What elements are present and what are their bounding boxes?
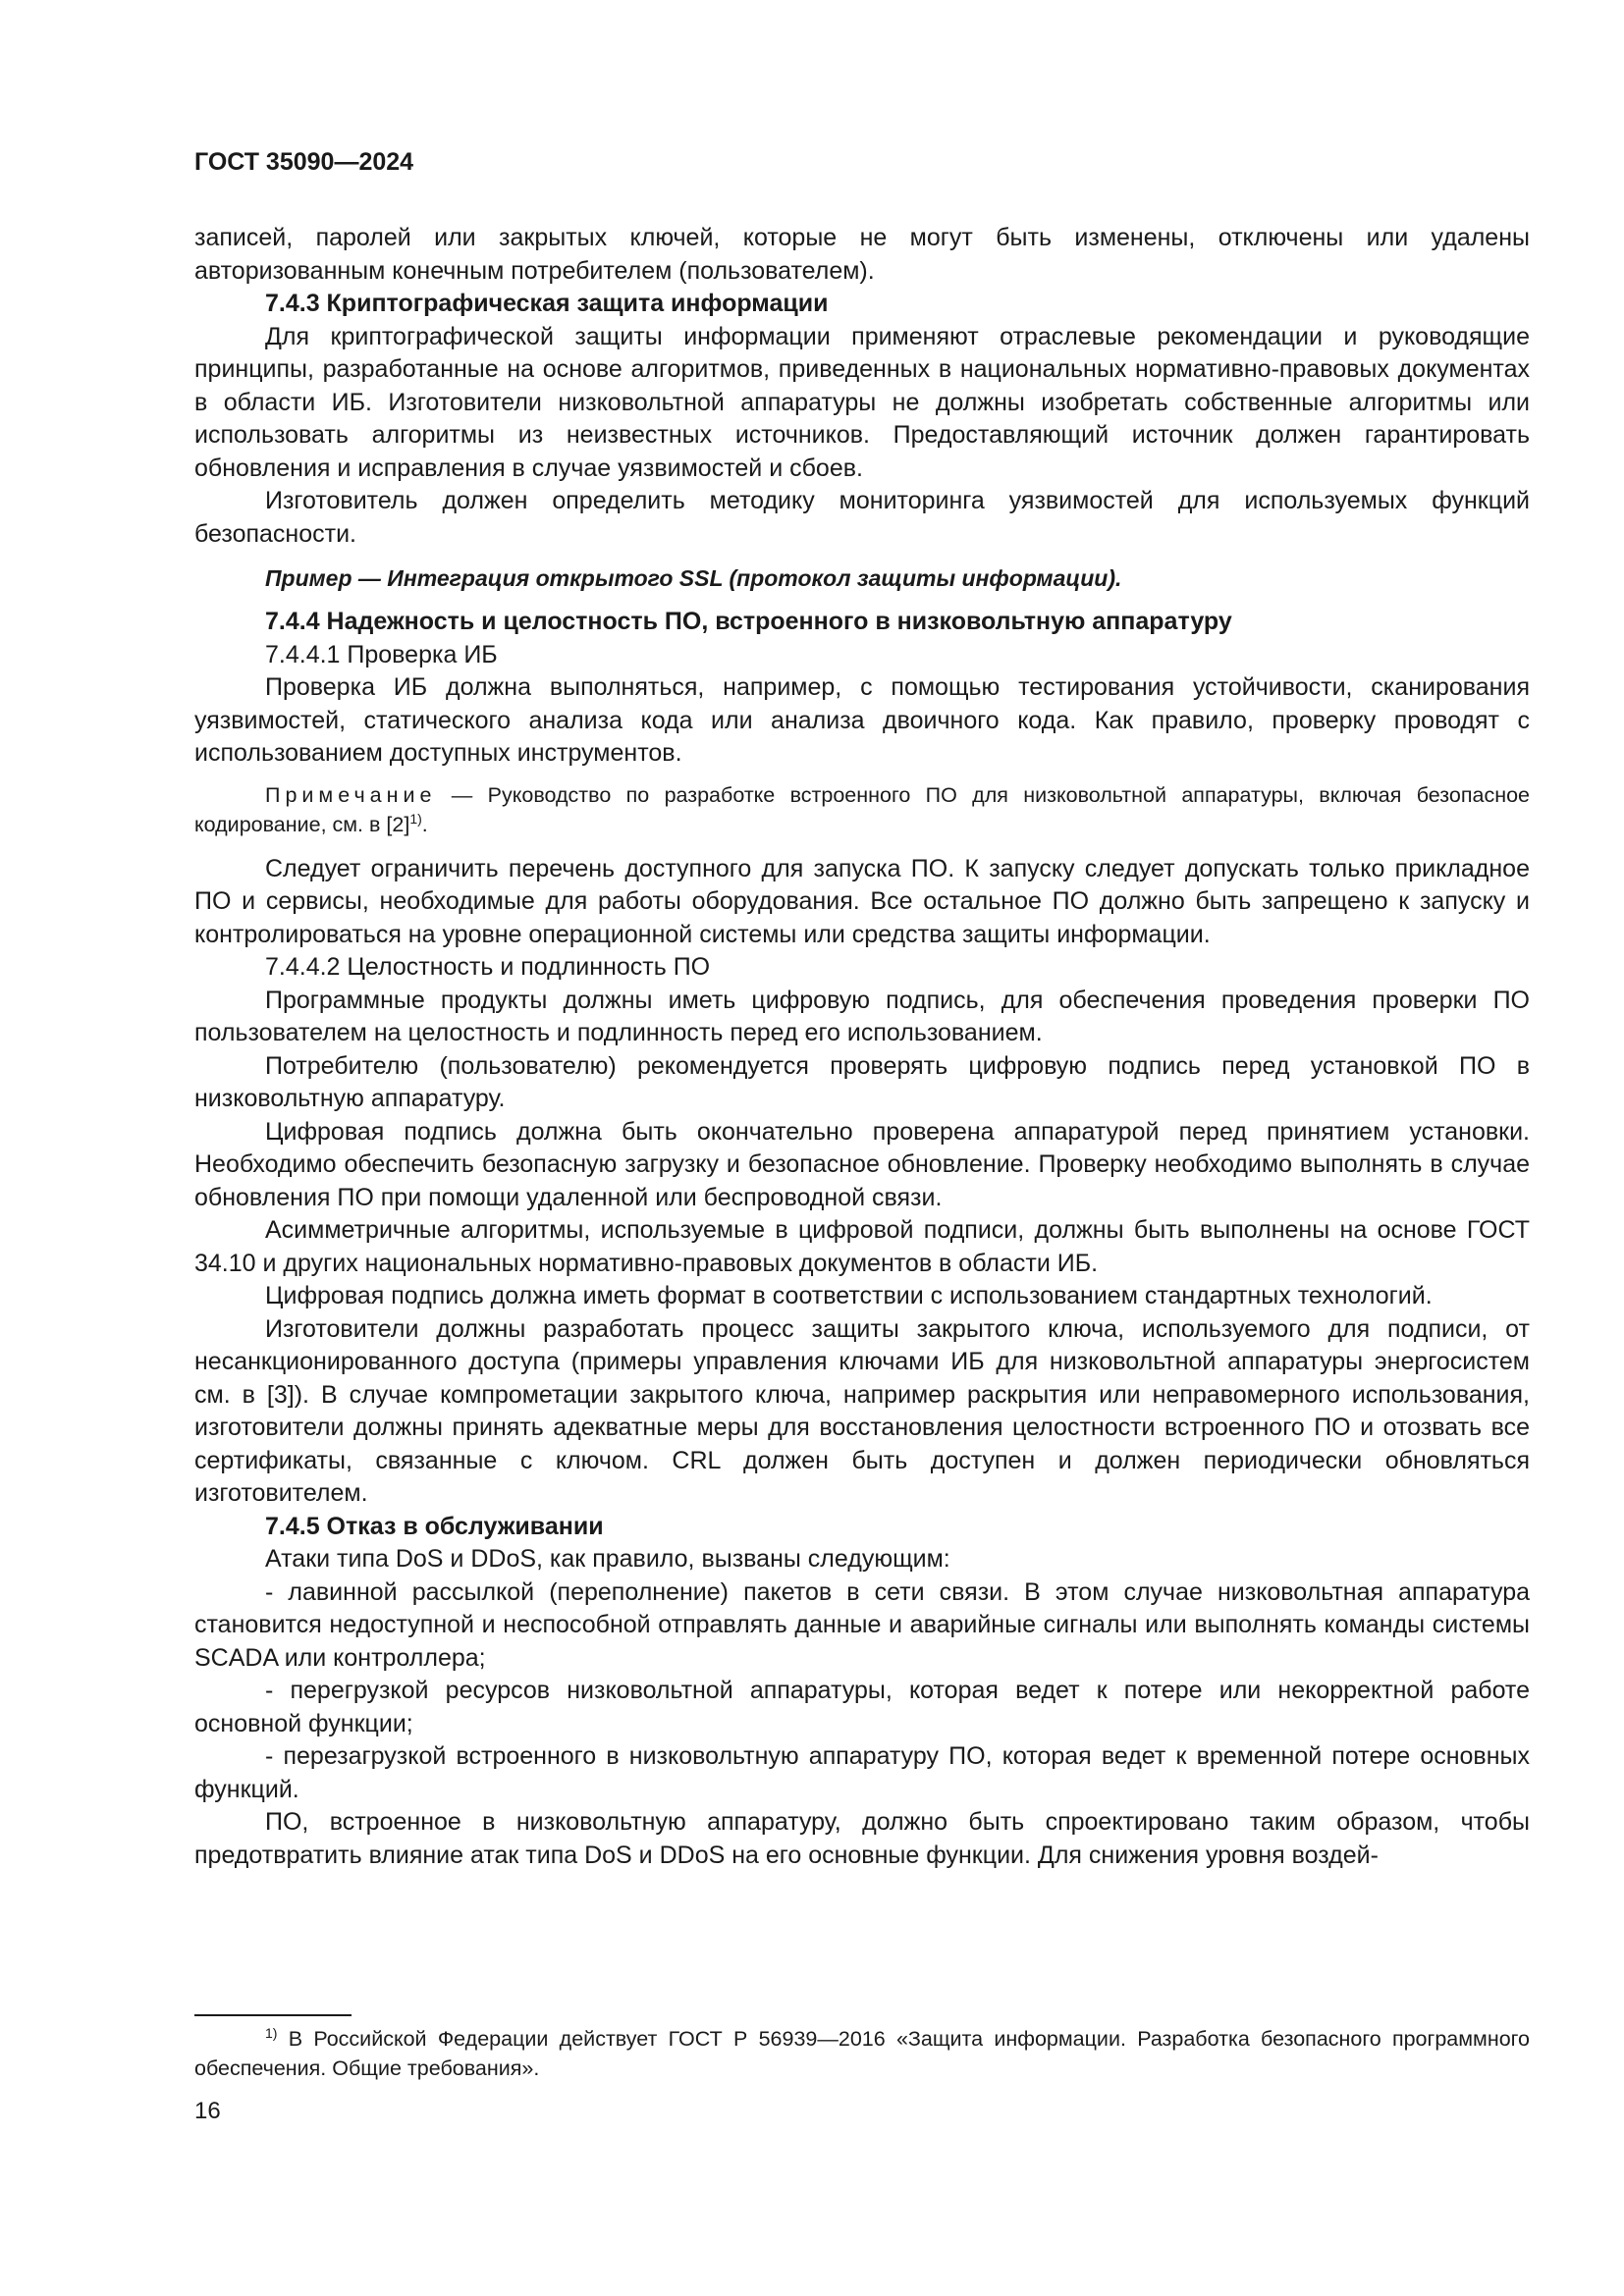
footnote-reference: 1) xyxy=(409,810,422,827)
paragraph: Потребителю (пользователю) рекомендуется проверять цифровую подпись перед установкой ПО в низковольтную аппаратуру. xyxy=(194,1051,1530,1112)
subsection-heading-7-4-4-2: 7.4.4.2 Целостность и подлинность ПО xyxy=(265,953,711,981)
example-text: Пример — Интеграция открытого SSL (протокол защиты информации). xyxy=(265,565,1122,591)
paragraph: Изготовитель должен определить методику мониторинга уязвимостей для используемых функций безопасности. xyxy=(194,487,1530,548)
footnote xyxy=(194,2024,1530,2083)
paragraph: Атаки типа DoS и DDoS, как правило, вызваны следующим: xyxy=(265,1545,950,1573)
list-item: - перезагрузкой встроенного в низковольтную аппаратуру ПО, которая ведет к временной потере основных функций. xyxy=(194,1742,1530,1803)
page-number: 16 xyxy=(194,2098,221,2124)
paragraph: Изготовители должны разработать процесс защиты закрытого ключа, используемого для подписи, от несанкционированного доступа (примеры управления ключами ИБ для низковольтной аппаратуры энергосистем см. в [3]). В случае компрометации закрытого ключа, например раскрытия или неправомерного использования, изготовители должны принять адекватные меры для восстановления целостности встроенного ПО и отозвать все сертификаты, связанные с ключом. CRL должен быть доступен и должен периодически обновляться изготовителем. xyxy=(194,1314,1530,1507)
paragraph: Программные продукты должны иметь цифровую подпись, для обеспечения проведения проверки ПО пользователем на целостность и подлинность перед его использованием. xyxy=(194,986,1530,1046)
document-header: ГОСТ 35090—2024 xyxy=(194,148,414,176)
note xyxy=(194,780,1530,839)
footnote-mark: 1) xyxy=(265,2024,278,2041)
footnote-divider xyxy=(194,2014,352,2016)
list-item: - перегрузкой ресурсов низковольтной аппаратуры, которая ведет к потере или некорректной работе основной функции; xyxy=(194,1677,1530,1737)
footnote-text: В Российской Федерации действует ГОСТ Р 56939—2016 «Защита информации. Разработка безопасного программного обеспечения. Общие требования». xyxy=(194,2027,1530,2080)
paragraph: Асимметричные алгоритмы, используемые в цифровой подписи, должны быть выполнены на основе ГОСТ 34.10 и других национальных нормативно-правовых документов в области ИБ. xyxy=(194,1216,1530,1277)
paragraph: ПО, встроенное в низковольтную аппаратуру, должно быть спроектировано таким образом, чтобы предотвратить влияние атак типа DoS и DDoS на его основные функции. Для снижения уровня воздей- xyxy=(194,1808,1530,1869)
paragraph: Цифровая подпись должна быть окончательно проверена аппаратурой перед принятием установки. Необходимо обеспечить безопасную загрузку и безопасное обновление. Проверку необходимо выполнять в случае обновления ПО при помощи удаленной или беспроводной связи. xyxy=(194,1117,1530,1211)
section-heading-7-4-4: 7.4.4 Надежность и целостность ПО, встроенного в низковольтную аппаратуру xyxy=(265,608,1232,635)
paragraph: Проверка ИБ должна выполняться, например, с помощью тестирования устойчивости, сканирования уязвимостей, статического анализа кода или анализа двоичного кода. Как правило, проверку проводят с использованием доступных инструментов. xyxy=(194,673,1530,767)
note-label: Примечание xyxy=(265,782,437,807)
note-text: — Руководство по разработке встроенного ПО для низковольтной аппаратуры, включая безопасное кодирование, см. в [2] xyxy=(194,782,1530,836)
paragraph: Цифровая подпись должна иметь формат в соответствии с использованием стандартных технологий. xyxy=(265,1282,1433,1309)
list-item: - лавинной рассылкой (переполнение) пакетов в сети связи. В этом случае низковольтная аппаратура становится недоступной и неспособной отправлять данные и аварийные сигналы или выполнять команды системы SCADA или контроллера; xyxy=(194,1577,1530,1672)
paragraph: Следует ограничить перечень доступного для запуска ПО. К запуску следует допускать только прикладное ПО и сервисы, необходимые для работы оборудования. Все остальное ПО должно быть запрещено к запуску и контролироваться на уровне операционной системы или средства защиты информации. xyxy=(194,854,1530,948)
section-heading-7-4-5: 7.4.5 Отказ в обслуживании xyxy=(265,1512,604,1540)
subsection-heading-7-4-4-1: 7.4.4.1 Проверка ИБ xyxy=(265,640,498,668)
paragraph-continuation: записей, паролей или закрытых ключей, которые не могут быть изменены, отключены или удалены авторизованным конечным потребителем (пользователем). xyxy=(194,224,1530,285)
document-page xyxy=(194,147,1530,1872)
section-heading-7-4-3: 7.4.3 Криптографическая защита информации xyxy=(265,290,829,317)
note-end: . xyxy=(421,812,428,836)
paragraph: Для криптографической защиты информации применяют отраслевые рекомендации и руководящие принципы, разработанные на основе алгоритмов, приведенных в национальных нормативно-правовых документах в области ИБ. Изготовители низковольтной аппаратуры не должны изобретать собственные алгоритмы или использовать алгоритмы из неизвестных источников. Предоставляющий источник должен гарантировать обновления и исправления в случае уязвимостей и сбоев. xyxy=(194,322,1530,482)
